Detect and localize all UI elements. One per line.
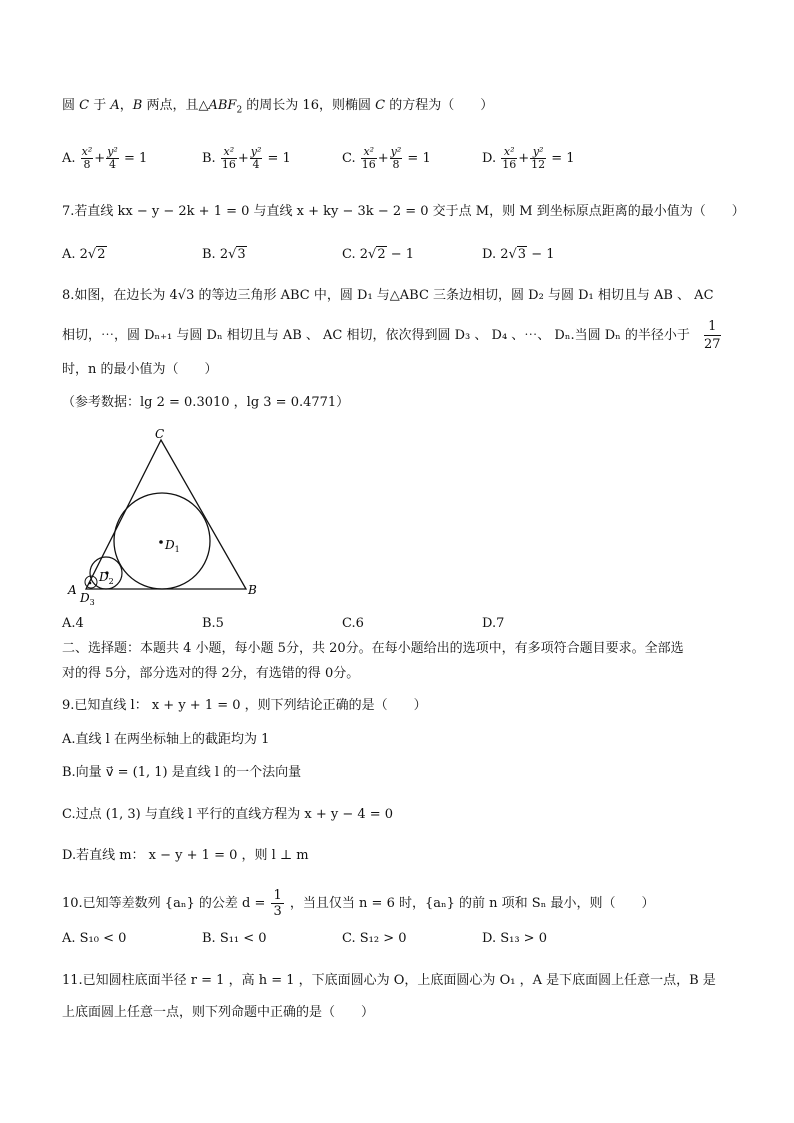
q6-text-f: 的方程为（ ） [385,98,494,113]
label-d2: $D_2$ [99,570,114,586]
equals-one: = 1 [263,151,291,166]
option-prefix: B. 2√ [202,247,237,262]
section2-line1: 二、选择题：本题共 4 小题，每小题 5分，共 20分。在每小题给出的选项中，有多项符合题目要求。全部选 [62,641,684,656]
radicand: 2 [377,247,386,262]
fraction [501,146,517,171]
fraction [250,146,263,171]
q7-stem: 7.若直线 kx − y − 2k + 1 = 0 与直线 x + ky − 3k − 2 = 0 交于点 M，则 M 到坐标原点距离的最小值为（ ） [62,204,745,219]
q6-option-d [482,146,575,171]
fraction-denominator: 16 [221,158,236,171]
fraction-denominator: 4 [252,158,260,171]
equals-one: = 1 [119,151,148,166]
fraction-numerator: y² [250,145,262,158]
option-prefix: C. 2√ [342,247,377,262]
q6-var-abf: ABF [208,98,237,113]
q6-option-c [342,146,431,171]
q8-option-a: A.4 [62,616,84,631]
option-label: B. [202,151,220,166]
q8-line2: 相切，⋯，圆 Dₙ₊₁ 与圆 Dₙ 相切且与 AB 、 AC 相切，依次得到圆 D₃ 、 D₄ 、⋯、 Dₙ.当圆 Dₙ 的半径小于 [62,328,690,343]
q6-var-a: A [110,98,120,113]
q10-frac-num: 1 [273,888,282,903]
label-a: A [68,583,77,597]
q6-sub2: 2 [236,105,243,116]
radicand: 3 [237,247,246,262]
q7-option-a [62,245,107,265]
option-label: A. [62,151,80,166]
q7-option-b [202,245,247,265]
plus-sign: + [377,151,389,166]
q6-stem [62,96,493,121]
fraction-denominator: 12 [531,158,546,171]
q6-var-b: B [132,98,143,113]
q10-option-c: C. S₁₂ > 0 [342,931,407,946]
q8-option-b: B.5 [202,616,224,631]
option-prefix: A. 2√ [62,247,97,262]
fraction [106,146,119,171]
fraction [81,146,94,171]
option-suffix: − 1 [527,247,555,262]
q6-text-c: ， [119,98,133,113]
label-d1: $D_1$ [165,538,180,554]
q11-line2: 上底面圆上任意一点，则下列命题中正确的是（ ） [62,1005,375,1020]
option-label: D. [482,151,501,166]
q6-text-d: 两点，且△ [142,98,209,113]
q6-text-a: 圆 [62,98,80,113]
q8-line3: 时，n 的最小值为（ ） [62,362,218,377]
fraction-numerator: y² [390,145,402,158]
q8-figure [62,426,262,606]
radicand: 2 [97,247,106,262]
fraction-denominator: 16 [502,158,517,171]
q9-option-a: A.直线 l 在两坐标轴上的截距均为 1 [62,732,270,747]
q10-fraction [271,888,283,919]
fraction-numerator: x² [361,146,377,159]
q6-var-c: C [79,98,90,113]
q8-reference: （参考数据：lg 2 = 0.3010 ，lg 3 = 0.4771） [62,395,350,410]
radicand: 3 [517,247,527,262]
label-d3: $D_3$ [80,591,95,606]
plus-sign: + [237,151,249,166]
q7-option-c [342,245,414,265]
q10-stem [62,888,654,919]
fraction-denominator: 8 [83,158,91,171]
fraction-numerator: y² [107,145,118,158]
section2-line2: 对的得 5分，部分选对的得 2分，有选错的得 0分。 [62,666,360,681]
q6-var-c2: C [375,98,386,113]
fraction [221,146,237,171]
q6-text-b: 于 [89,98,111,113]
plus-sign: + [94,151,106,166]
q9-option-b: B.向量 v⃗ = (1, 1) 是直线 l 的一个法向量 [62,765,302,780]
fraction-denominator: 16 [361,158,376,171]
q10-stem-a: 10.已知等差数列 {aₙ} 的公差 d = [62,896,266,911]
fraction [361,146,377,171]
equals-one: = 1 [547,151,575,166]
q10-option-a: A. S₁₀ < 0 [62,931,127,946]
center-d3 [89,582,92,585]
q9-option-d: D.若直线 m： x − y + 1 = 0 ，则 l ⊥ m [62,848,309,863]
q10-frac-den: 3 [273,904,282,919]
fraction-numerator: y² [530,146,546,159]
q8-line1: 8.如图，在边长为 4√3 的等边三角形 ABC 中，圆 D₁ 与△ABC 三条边相切，圆 D₂ 与圆 D₁ 相切且与 AB 、 AC [62,288,714,303]
plus-sign: + [518,151,530,166]
q9-stem: 9.已知直线 l： x + y + 1 = 0 ，则下列结论正确的是（ ） [62,698,427,713]
fraction-numerator: x² [501,146,517,159]
q8-option-d: D.7 [482,616,505,631]
q7-option-d [482,245,555,265]
triangle-abc [86,440,246,589]
option-label: C. [342,151,360,166]
q10-stem-b: ，当且仅当 n = 6 时，{aₙ} 的前 n 项和 Sₙ 最小，则（ ） [289,896,655,911]
q8-option-c: C.6 [342,616,364,631]
option-suffix: − 1 [386,247,415,262]
q10-option-b: B. S₁₁ < 0 [202,931,267,946]
q11-line1: 11.已知圆柱底面半径 r = 1 ，高 h = 1 ，下底面圆心为 O，上底面圆心为 O₁ ，A 是下底面圆上任意一点，B 是 [62,973,716,988]
center-d1 [159,540,163,544]
fraction [530,146,546,171]
q6-text-e: 的周长为 16，则椭圆 [242,98,376,113]
fraction-denominator: 4 [109,158,116,171]
q10-option-d: D. S₁₃ > 0 [482,931,547,946]
q6-option-a [62,146,147,171]
q8-frac-num: 1 [704,318,721,336]
q8-frac-den: 27 [704,337,721,352]
q6-option-b [202,146,291,171]
fraction-denominator: 8 [392,158,400,171]
label-b: B [248,583,257,597]
equals-one: = 1 [403,151,431,166]
option-prefix: D. 2√ [482,247,517,262]
q8-fraction [704,318,721,353]
fraction [390,146,403,171]
fraction-numerator: x² [81,145,93,158]
fraction-numerator: x² [221,146,237,159]
label-c: C [155,427,165,441]
q9-option-c: C.过点 (1, 3) 与直线 l 平行的直线方程为 x + y − 4 = 0 [62,807,394,822]
